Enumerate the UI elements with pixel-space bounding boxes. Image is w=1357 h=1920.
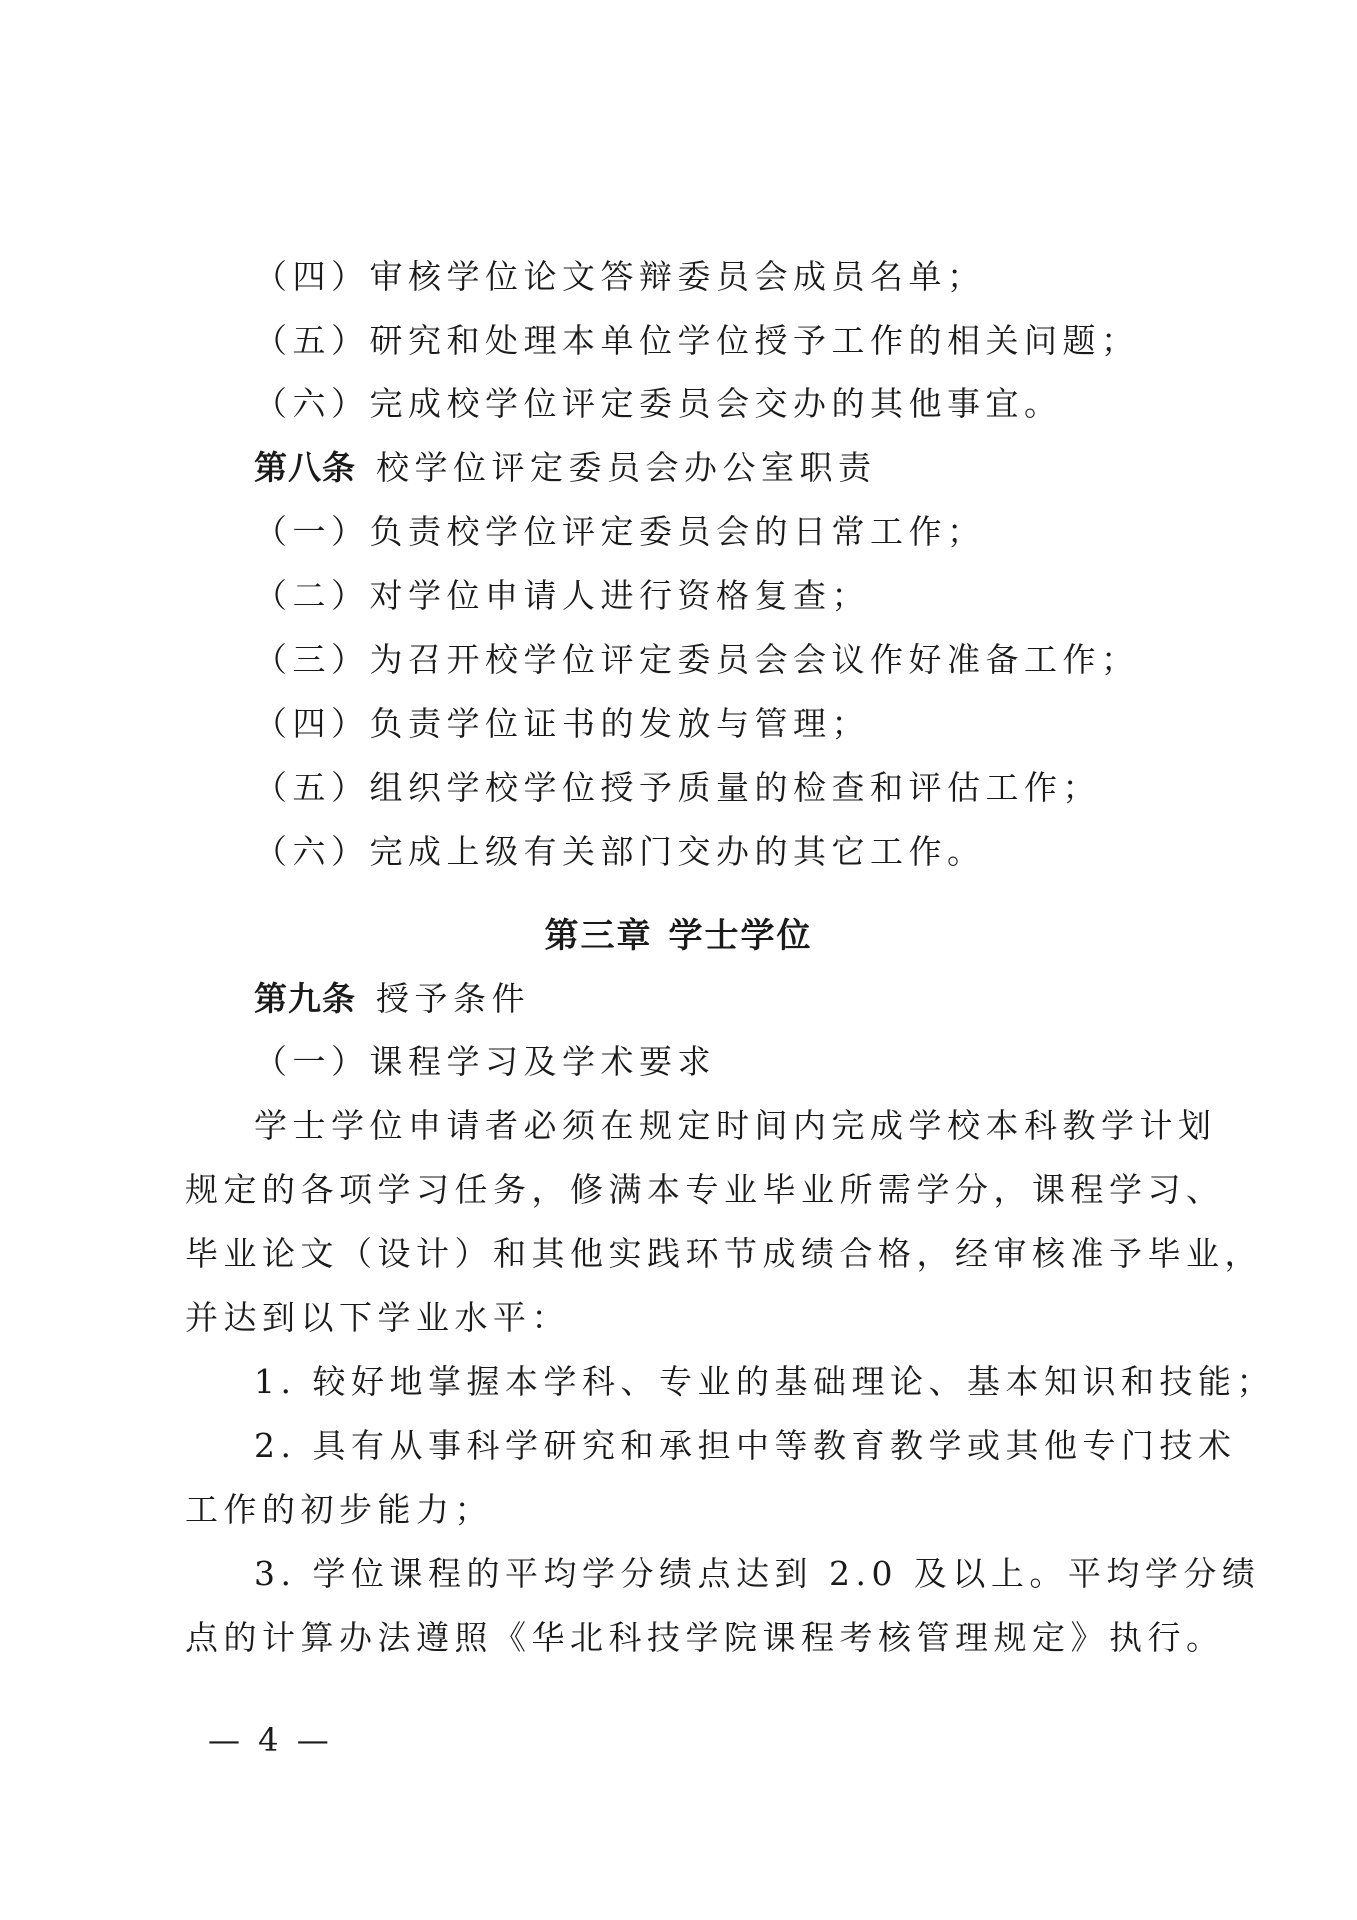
article-8-title: 校学位评定委员会办公室职责 bbox=[376, 448, 877, 487]
article-9-heading bbox=[254, 979, 530, 1019]
requirement-3: 3. 学位课程的平均学分绩点达到 2.0 及以上。平均学分绩 bbox=[254, 1554, 1261, 1593]
article-9-title: 授予条件 bbox=[376, 979, 530, 1018]
paragraph-line: 规定的各项学习任务，修满本专业毕业所需学分，课程学习、 bbox=[185, 1170, 1225, 1209]
duty-item-4: （四）审核学位论文答辩委员会成员名单； bbox=[254, 257, 986, 296]
requirement-3-cont: 点的计算办法遵照《华北科技学院课程考核管理规定》执行。 bbox=[185, 1618, 1225, 1657]
chapter-3-heading bbox=[0, 916, 1357, 956]
paragraph-line: 并达到以下学业水平： bbox=[185, 1298, 570, 1337]
requirement-2-cont: 工作的初步能力； bbox=[185, 1490, 493, 1529]
condition-1-heading: （一）课程学习及学术要求 bbox=[254, 1042, 716, 1081]
office-duty-item-3: （三）为召开校学位评定委员会会议作好准备工作； bbox=[254, 640, 1140, 679]
requirement-1: 1. 较好地掌握本学科、专业的基础理论、基本知识和技能； bbox=[254, 1362, 1275, 1401]
page-number: — 4 — bbox=[208, 1721, 333, 1759]
duty-item-5: （五）研究和处理本单位学位授予工作的相关问题； bbox=[254, 321, 1140, 360]
office-duty-item-2: （二）对学位申请人进行资格复查； bbox=[254, 576, 870, 615]
requirement-2: 2. 具有从事科学研究和承担中等教育教学或其他专门技术 bbox=[254, 1426, 1237, 1465]
office-duty-item-6: （六）完成上级有关部门交办的其它工作。 bbox=[254, 832, 986, 871]
paragraph-line: 学士学位申请者必须在规定时间内完成学校本科教学计划 bbox=[254, 1106, 1217, 1145]
paragraph-line: 毕业论文（设计）和其他实践环节成绩合格，经审核准予毕业， bbox=[185, 1234, 1263, 1273]
chapter-3-title: 学士学位 bbox=[668, 916, 813, 956]
office-duty-item-1: （一）负责校学位评定委员会的日常工作； bbox=[254, 512, 986, 551]
office-duty-item-4: （四）负责学位证书的发放与管理； bbox=[254, 704, 870, 743]
chapter-3-label: 第三章 bbox=[544, 916, 653, 956]
article-8-label: 第八条 bbox=[254, 448, 356, 487]
duty-item-6: （六）完成校学位评定委员会交办的其他事宜。 bbox=[254, 384, 1063, 423]
office-duty-item-5: （五）组织学校学位授予质量的检查和评估工作； bbox=[254, 768, 1101, 807]
article-9-label: 第九条 bbox=[254, 979, 356, 1018]
article-8-heading bbox=[254, 448, 877, 488]
